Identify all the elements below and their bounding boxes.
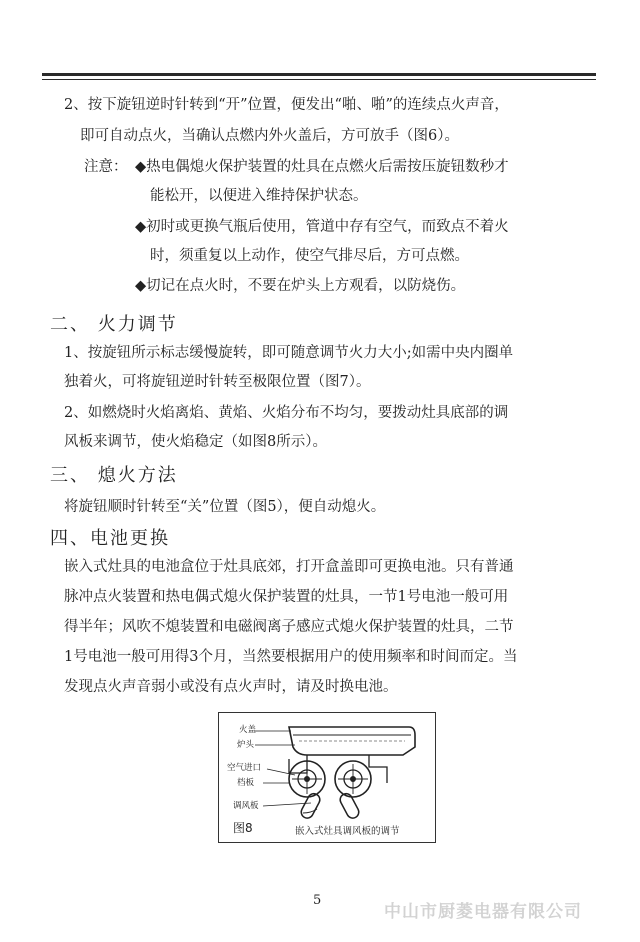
company-watermark: 中山市厨菱电器有限公司 [384,902,582,922]
ignition-step2-line2: 即可自动点火，当确认点燃内外火盖后，方可放手（图6）。 [80,128,459,144]
label-burner: 炉头 [237,740,255,750]
battery-line5: 发现点火声音弱小或没有点火声时，请及时换电池。 [64,679,398,695]
header-rule-thin [42,79,596,80]
battery-line2: 脉冲点火装置和热电偶式熄火保护装置的灶具，一节1号电池一般可用 [64,589,509,605]
note1-line1: ◆热电偶熄火保护装置的灶具在点燃火后需按压旋钮数秒才 [135,159,509,175]
battery-line3: 得半年；风吹不熄装置和电磁阀离子感应式熄火保护装置的灶具，二节 [64,619,514,635]
fire-p1-line2: 独着火，可将旋钮逆时针转至极限位置（图7）。 [64,374,371,390]
label-damper: 调风板 [233,801,259,811]
note2-line1: ◆初时或更换气瓶后使用，管道中存有空气，而致点不着火 [135,219,509,235]
note1-line2: 能松开，以便进入维持保护状态。 [150,188,368,204]
label-fire-cover: 火盖 [239,725,257,735]
header-rule-thick [42,73,596,76]
ignition-step2-line1: 2、按下旋钮逆时针转到“开”位置，便发出“啪、啪”的连续点火声音， [64,97,509,113]
figure-number: 图8 [233,821,253,835]
battery-line1: 嵌入式灶具的电池盒位于灶具底郊，打开盒盖即可更换电池。只有普通 [64,559,514,575]
figure-8 [218,712,436,843]
section-off-heading: 三、 熄火方法 [50,465,178,486]
page-number: 5 [313,893,322,908]
section-battery-heading: 四、电池更换 [50,528,170,549]
figure-caption: 嵌入式灶具调风板的调节 [295,826,400,837]
fire-p2-line1: 2、如燃烧时火焰离焰、黄焰、火焰分布不均匀，要拨动灶具底部的调 [64,405,509,421]
fire-p1-line1: 1、按旋钮所示标志缓慢旋转，即可随意调节火力大小;如需中央内圈单 [64,345,514,361]
note2-line2: 时，须重复以上动作，使空气排尽后，方可点燃。 [150,248,469,264]
battery-line4: 1号电池一般可用得3个月，当然要根据用户的使用频率和时间而定。当 [64,649,518,665]
label-air-inlet: 空气进口 [227,763,262,773]
fire-p2-line2: 风板来调节，使火焰稳定（如图8所示）。 [64,434,327,450]
note3-line1: ◆切记在点火时，不要在炉头上方观看，以防烧伤。 [135,278,466,294]
section-fire-heading: 二、 火力调节 [50,314,178,335]
note-label: 注意： [84,159,128,175]
label-baffle: 档板 [237,778,255,788]
off-p1: 将旋钮顺时针转至“关”位置（图5），便自动熄火。 [64,499,386,515]
